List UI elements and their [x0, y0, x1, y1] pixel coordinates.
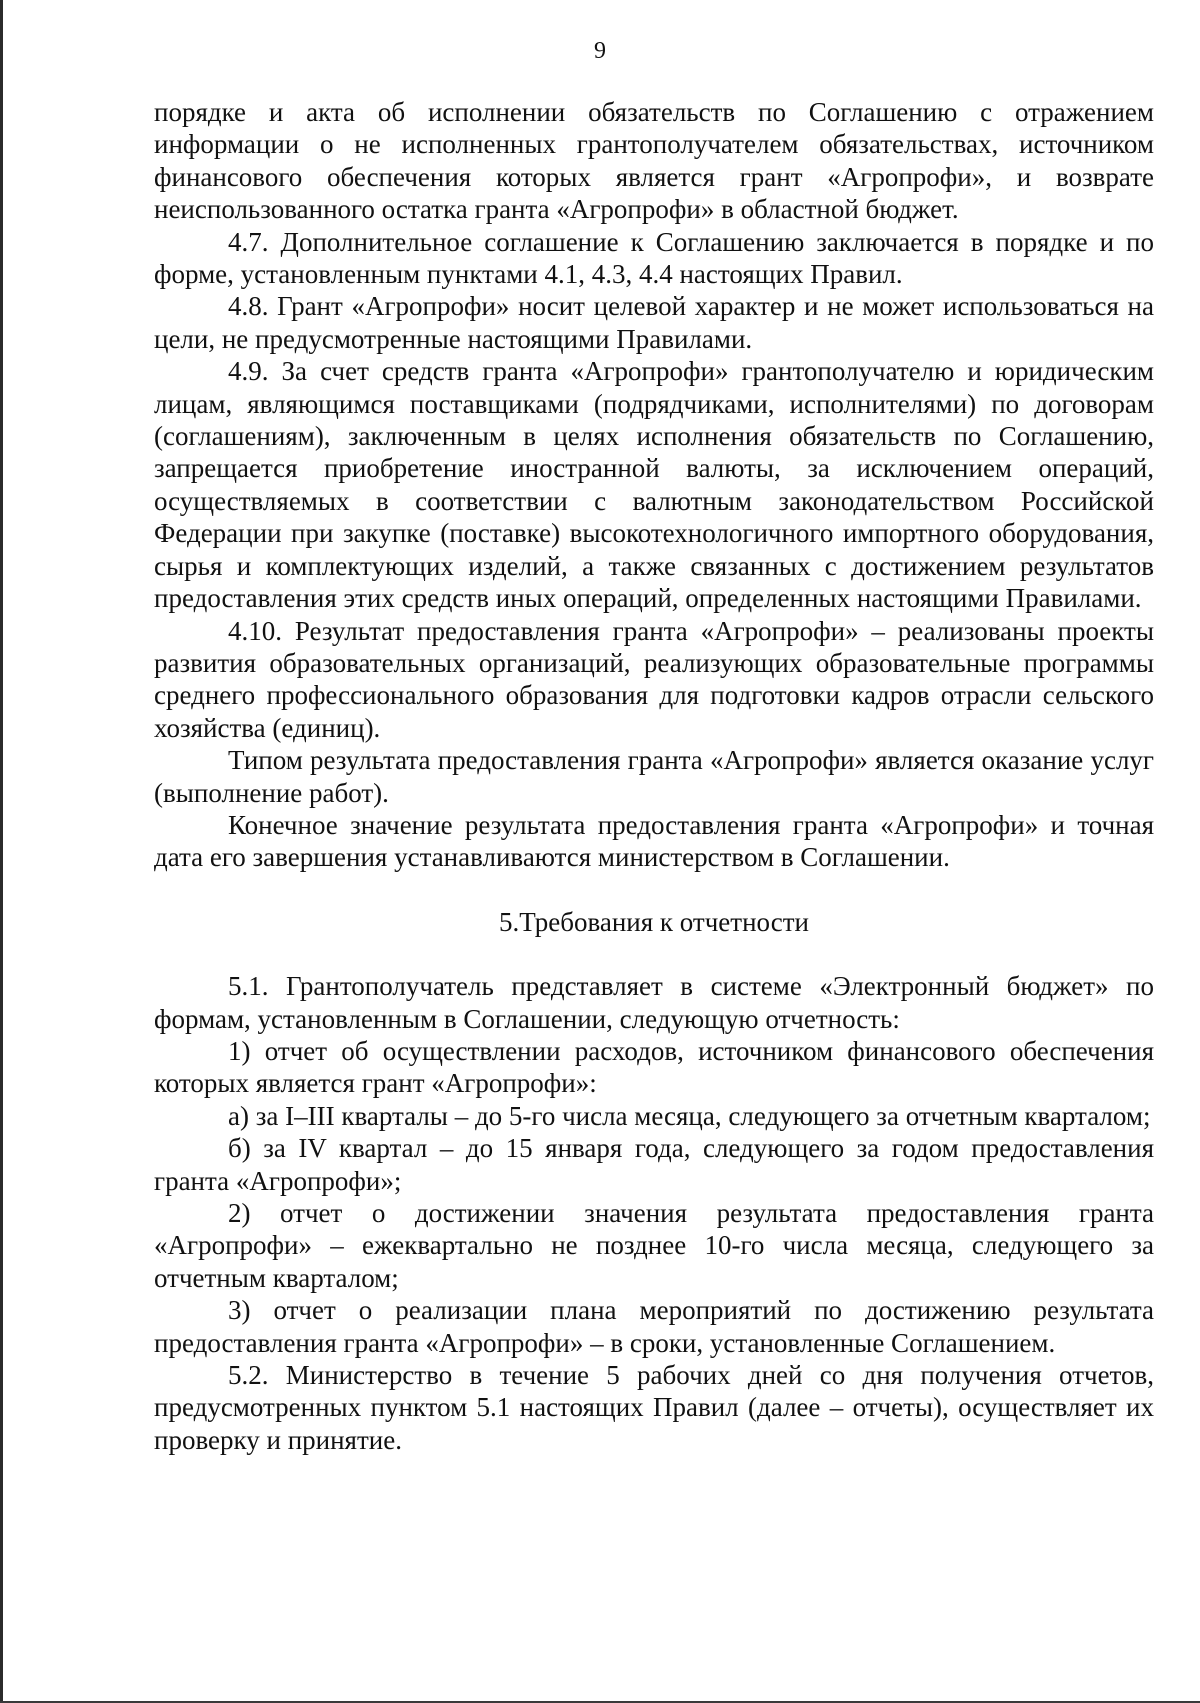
- list-item-2: 2) отчет о достижении значения результата предоставления гранта «Агропрофи» – ежеквартально не позднее 10-го числа месяца, следующего за отчетным кварталом;: [154, 1198, 1154, 1293]
- paragraph-5-1: 5.1. Грантополучатель представляет в системе «Электронный бюджет» по формам, установленным в Соглашении, следующую отчетность:: [154, 971, 1154, 1034]
- document-body: [154, 96, 1154, 1456]
- paragraph-continuation: порядке и акта об исполнении обязательств по Соглашению с отражением информации о не исполненных грантополучателем обязательствах, источником финансового обеспечения которых является грант «Агропрофи», и возврате неиспользованного остатка гранта «Агропрофи» в областной бюджет.: [154, 97, 1154, 225]
- paragraph-4-8: 4.8. Грант «Агропрофи» носит целевой характер и не может использоваться на цели, не предусмотренные настоящими Правилами.: [154, 291, 1154, 354]
- list-item-a: а) за I–III кварталы – до 5-го числа месяца, следующего за отчетным кварталом;: [228, 1100, 1151, 1131]
- list-item-b: б) за IV квартал – до 15 января года, следующего за годом предоставления гранта «Агропрофи»;: [154, 1133, 1154, 1196]
- paragraph-4-10: 4.10. Результат предоставления гранта «Агропрофи» – реализованы проекты развития образовательных организаций, реализующих образовательные программы среднего профессионального образования для подготовки кадров отрасли сельского хозяйства (единиц).: [154, 615, 1154, 743]
- paragraph-final-value: Конечное значение результата предоставления гранта «Агропрофи» и точная дата его завершения устанавливаются министерством в Соглашении.: [154, 809, 1154, 873]
- paragraph-5-2: 5.2. Министерство в течение 5 рабочих дней со дня получения отчетов, предусмотренных пунктом 5.1 настоящих Правил (далее – отчеты), осуществляет их проверку и принятие.: [154, 1360, 1154, 1455]
- scan-edge-left: [0, 0, 3, 1703]
- list-item-1: 1) отчет об осуществлении расходов, источником финансового обеспечения которых является грант «Агропрофи»:: [154, 1035, 1154, 1099]
- paragraph-4-7: 4.7. Дополнительное соглашение к Соглашению заключается в порядке и по форме, установленным пунктами 4.1, 4.3, 4.4 настоящих Правил.: [154, 226, 1154, 290]
- list-item-3: 3) отчет о реализации плана мероприятий по достижению результата предоставления гранта «Агропрофи» – в сроки, установленные Соглашением.: [154, 1295, 1154, 1358]
- paragraph-result-type: Типом результата предоставления гранта «Агропрофи» является оказание услуг (выполнение работ).: [154, 745, 1154, 808]
- paragraph-4-9: 4.9. За счет средств гранта «Агропрофи» грантополучателю и юридическим лицам, являющимся поставщиками (подрядчиками, исполнителями) по договорам (соглашениям), заключенным в целях исполнения обязательств по Соглашению, запрещается приобретение иностранной валюты, за исключением операций, осуществляемых в соответствии с валютным законодательством Российской Федерации при закупке (поставке) высокотехнологичного импортного оборудования, сырья и комплектующих изделий, а также связанных с достижением результатов предоставления этих средств иных операций, определенных настоящими Правилами.: [154, 356, 1154, 614]
- section-title: 5.Требования к отчетности: [499, 906, 809, 937]
- page-number: 9: [594, 38, 606, 64]
